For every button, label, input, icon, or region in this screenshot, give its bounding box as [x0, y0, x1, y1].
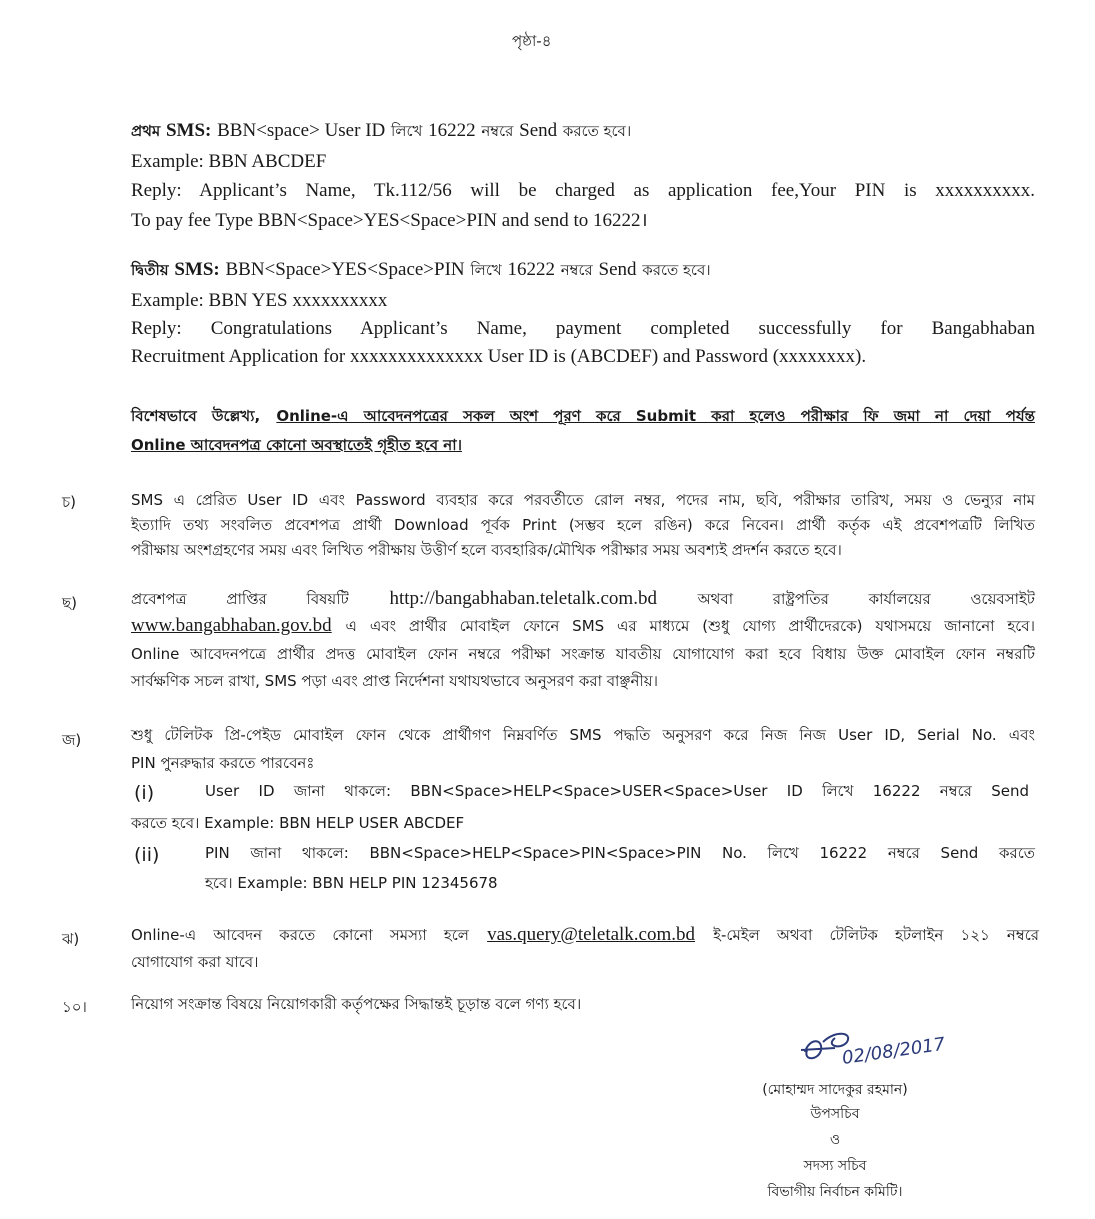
notice-lead: বিশেষভাবে উল্লেখ্য, [131, 407, 261, 425]
item-cha-line3: পরীক্ষায় অংশগ্রহণের সময় এবং লিখিত পরীক্ষায় উত্তীর্ণ হলে ব্যবহারিক/মৌখিক পরীক্ষার সময় অবশ্যই প্রদর্শন করতে হবে। [131, 541, 842, 559]
item-jha-line1 [131, 924, 1039, 946]
item-chha-line4: সার্বক্ষণিক সচল রাখা, SMS পড়া এবং প্রাপ্ত নির্দেশনা যথাযথভাবে অনুসরণ করা বাঞ্ছনীয়। [131, 672, 658, 690]
sms2-reply-line1: Reply: Congratulations Applicant’s Name, payment completed successfully for Bangabhaban [131, 318, 1035, 339]
sub-item-i-line1: User ID জানা থাকলে: BBN<Space>HELP<Space>USER<Space>User ID লিখে 16222 নম্বরে Send [205, 782, 1029, 800]
signatory-and: ও [829, 1132, 841, 1148]
support-email-link[interactable]: vas.query@teletalk.com.bd [487, 924, 696, 945]
sms1-label-bold: SMS: [165, 120, 212, 141]
sms2-format: BBN<Space>YES<Space>PIN [225, 259, 465, 280]
item-chha-text-c: এ এবং প্রার্থীর মোবাইল ফোনে SMS এর মাধ্যমে (শুধু যোগ্য প্রার্থীদেরকে) যথাসময়ে জানানো হবে। [345, 617, 1035, 635]
item-jha-line2: যোগাযোগ করা যাবে। [131, 953, 259, 971]
item-label: ঝ) [62, 930, 80, 948]
sms1-reply-line2: To pay fee Type BBN<Space>YES<Space>PIN and send to 16222। [131, 210, 648, 231]
sms2-instruction [131, 259, 711, 281]
item-chha-text-a: প্রবেশপত্র প্রাপ্তির বিষয়টি [131, 590, 349, 608]
notice-line1 [131, 405, 1035, 427]
sms1-format: BBN<space> User ID [217, 120, 386, 141]
sms2-text-likhe: লিখে [470, 261, 502, 279]
item-ten-line1: নিয়োগ সংক্রান্ত বিষয়ে নিয়োগকারী কর্তৃপক্ষের সিদ্ধান্তই চূড়ান্ত বলে গণ্য হবে। [131, 995, 582, 1013]
sms1-instruction [131, 120, 631, 142]
signatory-title2: সদস্য সচিব [803, 1158, 867, 1174]
notice-line1-underlined: Online-এ আবেদনপত্রের সকল অংশ পূরণ করে Submit করা হলেও পরীক্ষার ফি জমা না দেয়া পর্যন্ত [276, 407, 1035, 425]
teletalk-url-link[interactable]: http://bangabhaban.teletalk.com.bd [389, 588, 657, 609]
item-chha-line2 [131, 615, 1035, 637]
sms2-text-nombore: নম্বরে [560, 261, 593, 279]
sub-item-ii-line1: PIN জানা থাকলে: BBN<Space>HELP<Space>PIN<Space>PIN No. লিখে 16222 নম্বরে Send করতে [205, 844, 1035, 862]
sms2-label: দ্বিতীয় [131, 261, 169, 279]
item-label: চ) [62, 493, 76, 511]
sms2-reply-line2: Recruitment Application for xxxxxxxxxxxxxx User ID is (ABCDEF) and Password (xxxxxxxx). [131, 346, 867, 367]
sms2-send: Send [598, 259, 637, 280]
item-label: ছ) [62, 594, 77, 612]
item-jha-text-a: Online-এ আবেদন করতে কোনো সমস্যা হলে [131, 926, 469, 944]
sms2-label-bold: SMS: [174, 259, 220, 280]
notice-line2: Online আবেদনপত্র কোনো অবস্থাতেই গৃহীত হবে না। [131, 436, 462, 454]
item-chha-text-b: অথবা রাষ্ট্রপতির কার্যালয়ের ওয়েবসাইট [697, 590, 1035, 608]
sms1-label: প্রথম [131, 122, 161, 140]
signatory-committee: বিভাগীয় নির্বাচন কমিটি। [767, 1184, 903, 1200]
item-label: ১০। [62, 998, 87, 1016]
signatory-title1: উপসচিব [810, 1106, 860, 1122]
sms1-reply-line1: Reply: Applicant’s Name, Tk.112/56 will be charged as application fee,Your PIN is xxxxxxxxxx. [131, 180, 1035, 201]
sms1-text-nombore: নম্বরে [481, 122, 514, 140]
item-chha-line3: Online আবেদনপত্রে প্রার্থীর প্রদত্ত মোবাইল ফোন নম্বরে পরীক্ষা সংক্রান্ত যাবতীয় যোগাযোগ করা হবে বিধায় উক্ত মোবাইল ফোন নম্বরটি [131, 645, 1035, 663]
sms1-number: 16222 [428, 120, 476, 141]
signature-date: 02/08/2017 [840, 1033, 947, 1069]
sub-item-num: (i) [134, 782, 155, 804]
sub-item-ii-line2: হবে। Example: BBN HELP PIN 12345678 [205, 874, 498, 892]
bangabhaban-gov-link[interactable]: www.bangabhaban.gov.bd [131, 615, 332, 636]
item-label: জ) [62, 731, 82, 749]
signatory-name: (মোহাম্মদ সাদেকুর রহমান) [762, 1082, 908, 1098]
sub-item-num: (ii) [134, 844, 160, 866]
item-ja-line2: PIN পুনরুদ্ধার করতে পারবেনঃ [131, 754, 315, 772]
page-number: পৃষ্ঠা-৪ [512, 32, 552, 50]
item-ja-line1: শুধু টেলিটক প্রি-পেইড মোবাইল ফোন থেকে প্রার্থীগণ নিম্নবর্ণিত SMS পদ্ধতি অনুসরণ করে নিজ নিজ User ID, Serial No. এবং [131, 726, 1035, 744]
handwritten-signature [795, 1020, 975, 1075]
sms2-example: Example: BBN YES xxxxxxxxxx [131, 290, 388, 311]
sms2-number: 16222 [507, 259, 555, 280]
item-jha-text-b: ই-মেইল অথবা টেলিটক হটলাইন ১২১ নম্বরে [713, 926, 1039, 944]
item-cha-line1: SMS এ প্রেরিত User ID এবং Password ব্যবহার করে পরবর্তীতে রোল নম্বর, পদের নাম, ছবি, পরীক্ষার তারিখ, সময় ও ভেন্যুর নাম [131, 491, 1035, 509]
sms2-text-korte: করতে হবে। [642, 261, 711, 279]
sms1-send: Send [519, 120, 558, 141]
sms1-text-korte: করতে হবে। [562, 122, 632, 140]
sms1-example: Example: BBN ABCDEF [131, 151, 327, 172]
sub-item-i-line2: করতে হবে। Example: BBN HELP USER ABCDEF [131, 814, 465, 832]
sms1-text-likhe: লিখে [390, 122, 423, 140]
item-chha-line1 [131, 588, 1035, 610]
item-cha-line2: ইত্যাদি তথ্য সংবলিত প্রবেশপত্র প্রার্থী Download পূর্বক Print (সম্ভব হলে রঙিন) করে নিবেন। প্রার্থী কর্তৃক এই প্রবেশপত্রটি লিখিত [131, 516, 1035, 534]
